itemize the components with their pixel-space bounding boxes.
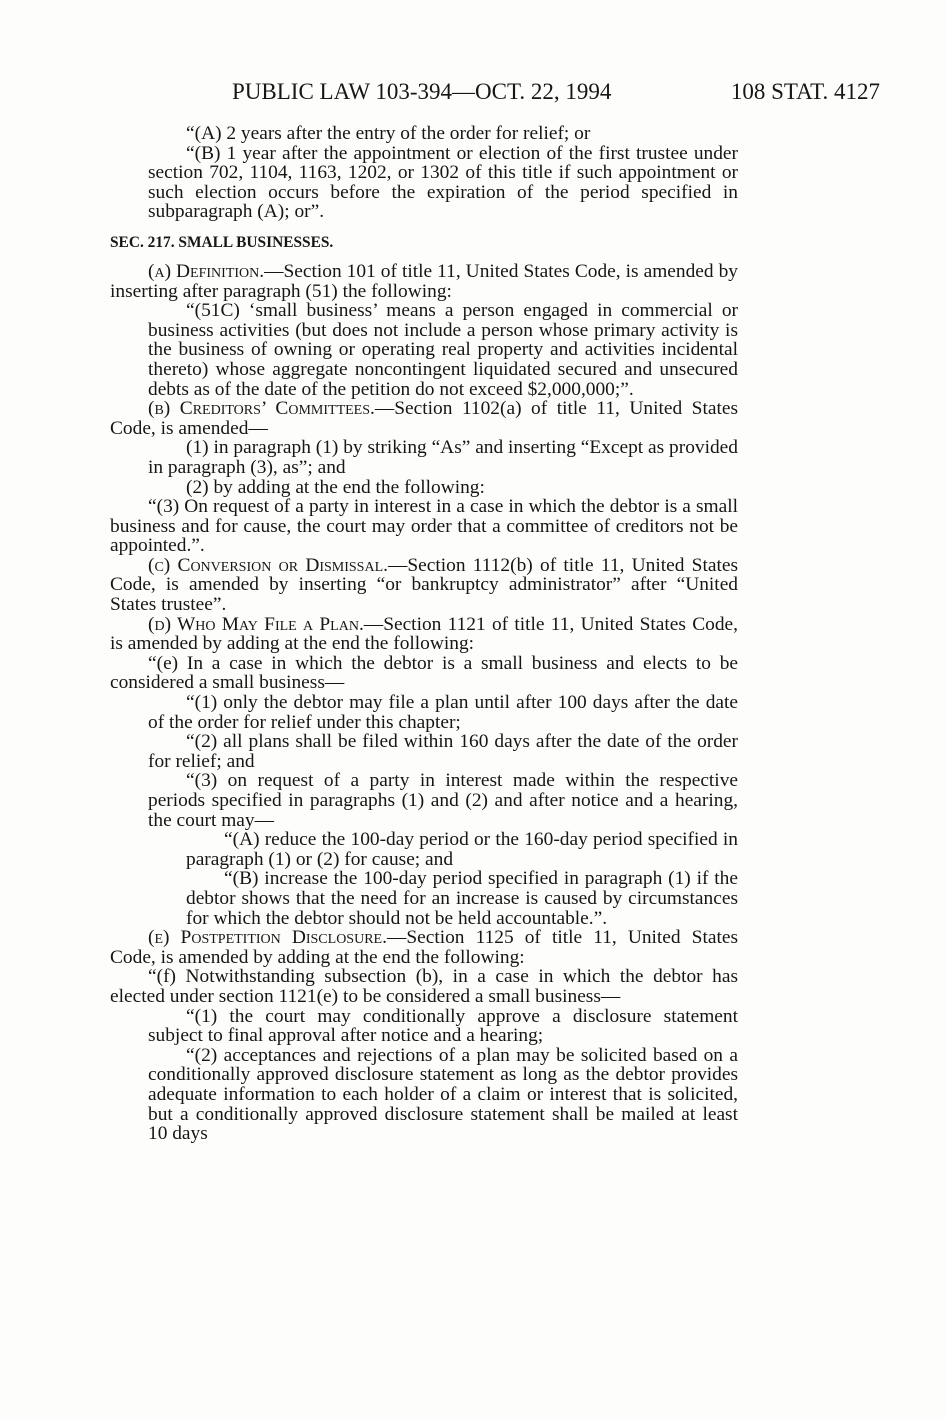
subsection-c-label: (c) Conversion or Dismissal. [148,554,388,576]
subsection-b-label: (b) Creditors’ Committees. [148,398,375,420]
page-header [232,78,880,106]
subsection-b-quote: “(3) On request of a party in interest in a case in which the debtor is a small business and for cause, the court may order that a committee of creditors not be appointed.”. [110,496,738,557]
subsection-d-e-3-B: “(B) increase the 100-day period specified in paragraph (1) if the debtor shows that the need for an increase is caused by circumstances for which the debtor should not be held accountable.”. [186,868,738,929]
subsection-a [110,262,738,301]
subsection-b [110,399,738,438]
subsection-c-text: —Section 1112(b) of title 11, United States Code, is amended by inserting “or bankruptcy administrator” after “United States trustee”. [110,554,738,616]
section-heading: SEC. 217. SMALL BUSINESSES. [110,233,334,251]
clause-B: “(B) 1 year after the appointment or election of the first trustee under section 702, 1104, 1163, 1202, or 1302 of this title if such appointment or such election occurs before the expiration of the period specified in subparagraph (A); or”. [148,142,738,223]
subsection-d-e-1: “(1) only the debtor may file a plan until after 100 days after the date of the order for relief under this chapter; [148,692,738,733]
subsection-e-f-2: “(2) acceptances and rejections of a plan may be solicited based on a conditionally approved disclosure statement as long as the debtor provides adequate information to each holder of a claim or interest that is solicited, but a conditionally approved disclosure statement shall be mailed at least 10 days [148,1044,738,1145]
header-title: PUBLIC LAW 103-394—OCT. 22, 1994 [232,79,612,104]
definition-51C: “(51C) ‘small business’ means a person engaged in commercial or business activities (but does not include a person whose primary activity is the business of owning or operating real property and activities incidental thereto) whose aggregate noncontingent liquidated secured and unsecured debts as of the date of the petition do not exceed $2,000,000;”. [148,300,738,400]
header-stat-citation: 108 STAT. 4127 [730,79,880,104]
subsection-c [110,556,738,615]
subsection-d-text: —Section 1121 of title 11, United States Code, is amended by adding at the end the following: [110,613,738,655]
subsection-d [110,615,738,654]
subsection-e-label: (e) Postpetition Disclosure. [148,927,387,949]
subsection-e-f-1: “(1) the court may conditionally approve a disclosure statement subject to final approval after notice and a hearing; [148,1005,738,1047]
subsection-a-text: —Section 101 of title 11, United States Code, is amended by inserting after paragraph (51) the following: [110,260,738,302]
subsection-b-paragraph-1: (1) in paragraph (1) by striking “As” and inserting “Except as provided in paragraph (3), as”; and [148,437,738,478]
subsection-d-e-2: “(2) all plans shall be filed within 160 days after the date of the order for relief; and [148,731,738,772]
subsection-b-text: —Section 1102(a) of title 11, United States Code, is amended— [110,398,738,439]
subsection-a-label: (a) Definition. [148,260,265,282]
document-body [110,124,738,1144]
subsection-b-paragraph-2: (2) by adding at the end the following: [186,476,485,498]
subsection-d-label: (d) Who May File a Plan. [148,613,364,635]
subsection-e-f: “(f) Notwithstanding subsection (b), in a case in which the debtor has elected under section 1121(e) to be considered a small business— [110,966,738,1007]
subsection-e-text: —Section 1125 of title 11, United States Code, is amended by adding at the end the following: [110,927,739,968]
clause-A: “(A) 2 years after the entry of the order for relief; or [186,123,591,144]
subsection-d-e-3: “(3) on request of a party in interest made within the respective periods specified in paragraphs (1) and (2) and after notice and a hearing, the court may— [148,770,738,831]
subsection-d-e: “(e) In a case in which the debtor is a small business and elects to be considered a small business— [110,652,738,694]
subsection-e [110,928,738,967]
subsection-d-e-3-A: “(A) reduce the 100-day period or the 160-day period specified in paragraph (1) or (2) for cause; and [186,829,738,870]
